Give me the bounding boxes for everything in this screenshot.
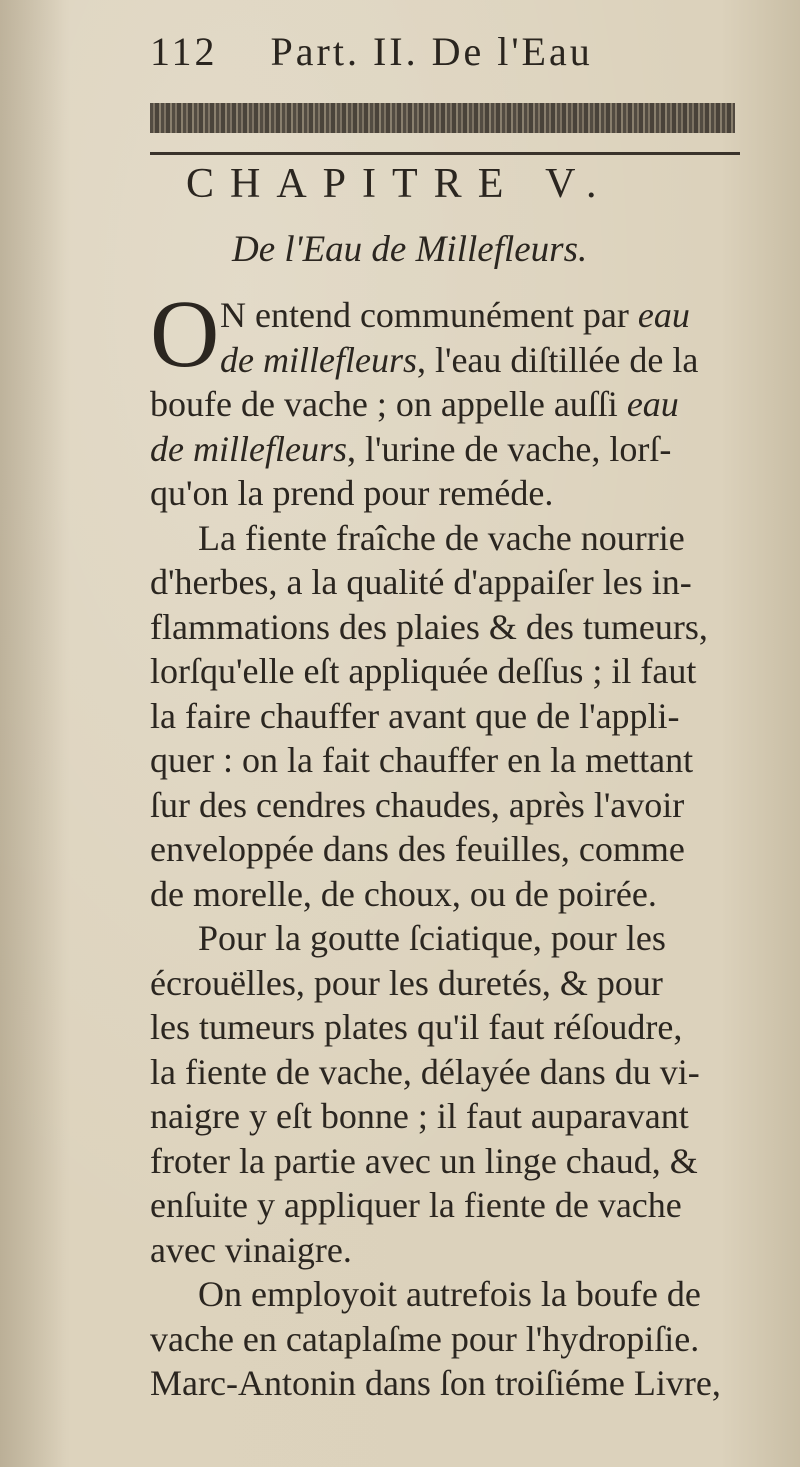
text-line: d'herbes, a la qualité d'appaiſer les in- <box>150 562 692 602</box>
text-line: enveloppée dans des feuilles, comme <box>150 829 685 869</box>
page-number: 112 <box>150 29 218 74</box>
chapter-heading: CHAPITRE V. <box>186 161 613 207</box>
text-line: On employoit autrefois la boufe de <box>198 1274 701 1314</box>
body-text <box>150 280 785 1406</box>
text-line: lorſqu'elle eſt appliquée deſſus ; il faut <box>150 651 697 691</box>
text-line: vache en cataplaſme pour l'hydropiſie. <box>150 1318 700 1359</box>
text-line: de millefleurs, l'urine de vache, lorſ- <box>150 428 672 469</box>
text-line: Pour la goutte ſciatique, pour les <box>198 918 666 958</box>
drop-cap: O <box>150 280 220 387</box>
text-line: Marc-Antonin dans ſon troiſiéme Livre, <box>150 1363 721 1403</box>
text-line: de millefleurs, l'eau diſtillée de la <box>220 339 699 380</box>
text-line: la fiente de vache, délayée dans du vi- <box>150 1051 700 1092</box>
text-line: ſur des cendres chaudes, après l'avoir <box>150 784 685 825</box>
text-line: avec vinaigre. <box>150 1229 352 1270</box>
text-line: La fiente fraîche de vache nourrie <box>198 517 685 558</box>
text-line: froter la partie avec un linge chaud, & <box>150 1140 698 1181</box>
running-title: Part. II. De l'Eau <box>270 29 593 74</box>
text-line: la faire chauffer avant que de l'appli- <box>150 695 680 736</box>
text-line: boufe de vache ; on appelle auſſi eau <box>150 384 679 424</box>
header-ornament <box>150 103 735 133</box>
text-line: qu'on la prend pour reméde. <box>150 473 554 513</box>
text-line: enſuite y appliquer la fiente de vache <box>150 1185 682 1225</box>
text-line: N entend communément par eau <box>220 295 690 335</box>
gutter-shadow <box>0 0 70 1467</box>
text-line: de morelle, de choux, ou de poirée. <box>150 873 657 914</box>
text-line: les tumeurs plates qu'il faut réſoudre, <box>150 1007 683 1047</box>
text-line: naigre y eſt bonne ; il faut auparavant <box>150 1096 689 1136</box>
text-line: écrouëlles, pour les duretés, & pour <box>150 962 663 1003</box>
running-head <box>150 28 593 88</box>
chapter-subtitle: De l'Eau de Millefleurs. <box>232 229 588 270</box>
text-line: quer : on la fait chauffer en la mettant <box>150 740 694 780</box>
text-line: flammations des plaies & des tumeurs, <box>150 606 708 647</box>
header-rule <box>150 152 740 155</box>
